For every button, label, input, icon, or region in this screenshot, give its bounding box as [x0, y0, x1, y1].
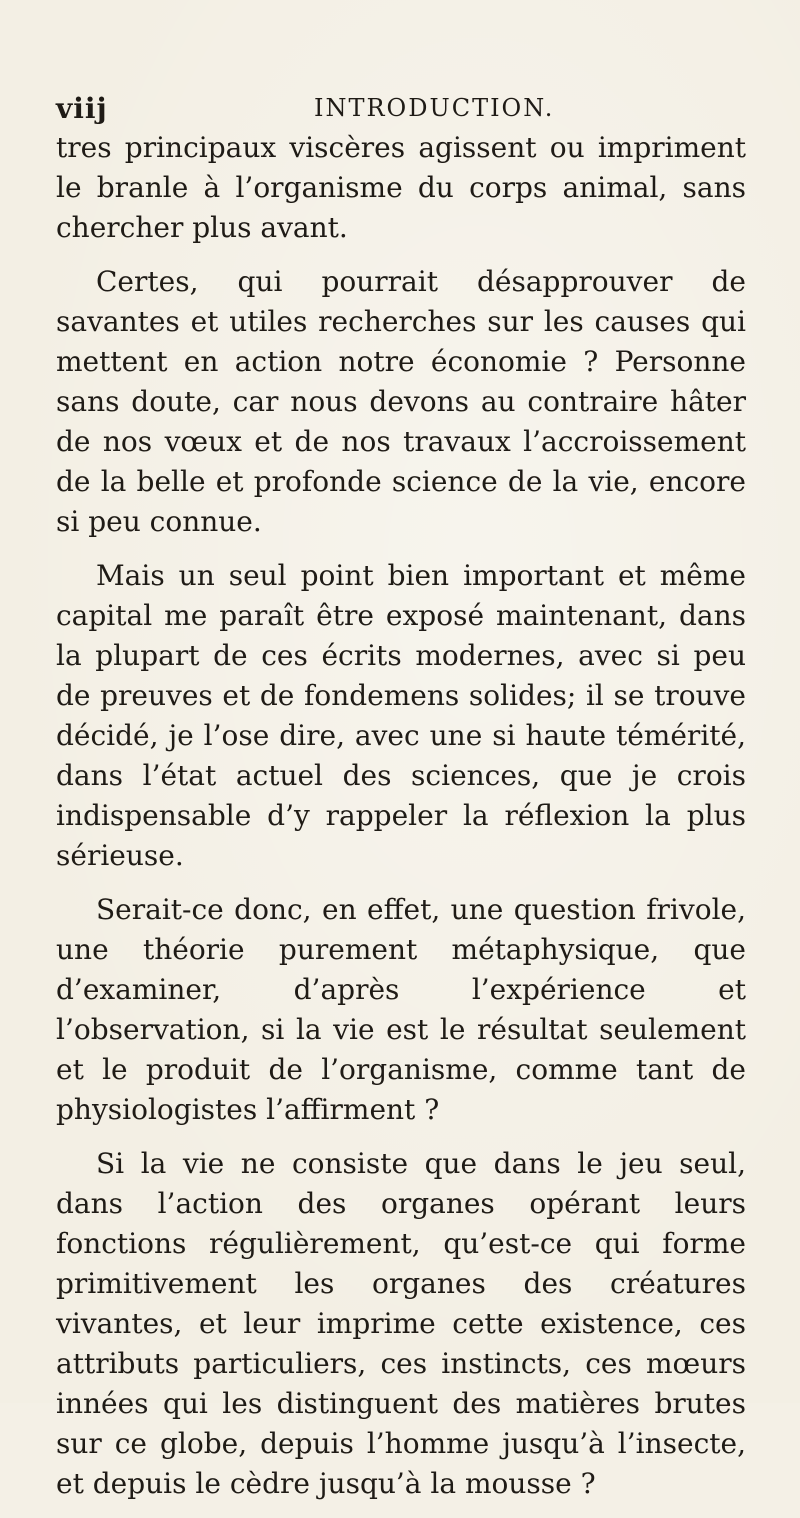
running-head: INTRODUCTION. — [314, 94, 555, 122]
paragraph-3: Mais un seul point bien important et même capital me paraît être exposé maintenant, dans la plupart de ces écrits modernes, avec si peu de preuves et de fondemens solides; il se trouve décidé, je l’ose dire, avec une si haute témérité, dans l’état actuel des sciences, que je crois indispensable d’y rappeler la réflexion la plus sérieuse. — [56, 559, 746, 872]
page-header — [56, 92, 736, 132]
paragraph-2: Certes, qui pourrait désapprouver de savantes et utiles recherches sur les causes qui mettent en action notre économie ? Personne sans doute, car nous devons au contraire hâter de nos vœux et de nos travaux l’accroissement de la belle et profonde science de la vie, encore si peu connue. — [56, 265, 746, 538]
paragraph-4: Serait-ce donc, en effet, une question frivole, une théorie purement métaphysique, que d’examiner, d’après l’expérience et l’observation, si la vie est le résultat seulement et le produit de l’organisme, comme tant de physiologistes l’affirment ? — [56, 893, 746, 1126]
paragraph-1: tres principaux viscères agissent ou impriment le branle à l’organisme du corps animal, sans chercher plus avant. — [56, 131, 746, 244]
paragraph-5: Si la vie ne consiste que dans le jeu seul, dans l’action des organes opérant leurs fonctions régulièrement, qu’est-ce qui forme primitivement les organes des créatures vivantes, et leur imprime cette existence, ces attributs particuliers, ces instincts, ces mœurs innées qui les distinguent des matières brutes sur ce globe, depuis l’homme jusqu’à l’insecte, et depuis le cèdre jusqu’à la mousse ? — [56, 1147, 746, 1500]
page-number: viij — [56, 92, 108, 125]
body-text — [56, 128, 746, 1518]
